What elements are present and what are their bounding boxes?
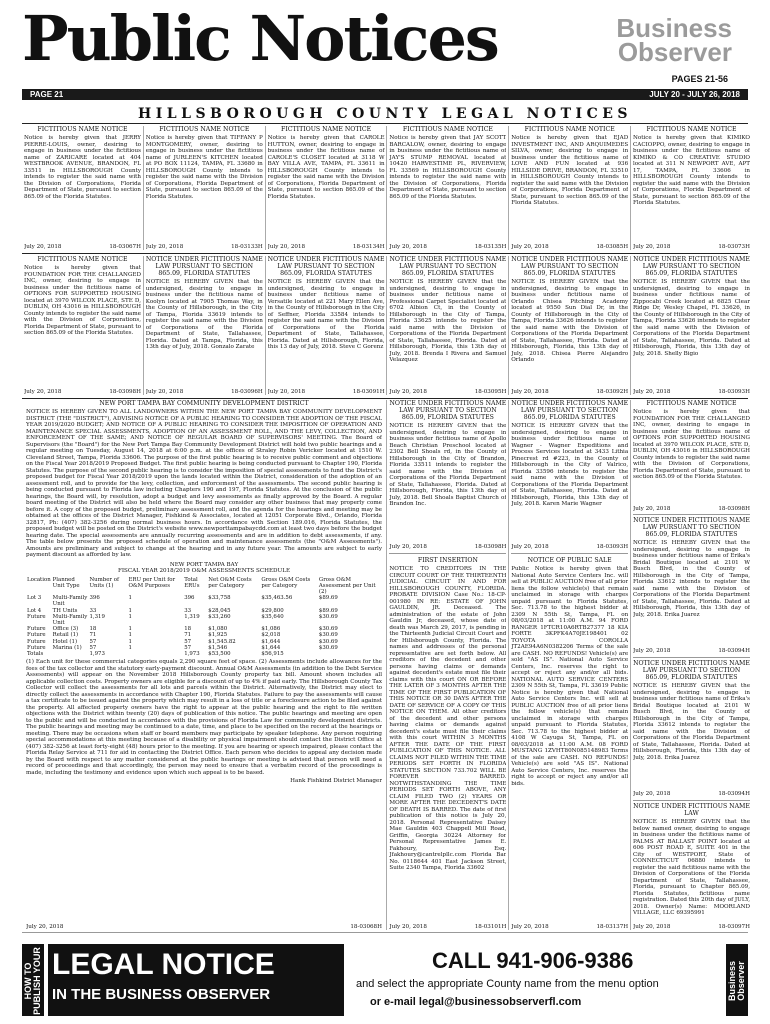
notice-body: NOTICE IS HEREBY GIVEN that the undersigned, desiring to engage in business under fictitious name of Versatile located at 221 Mary Ellen Ave, in the County of Hillsborough in the City of Seffner, Florida 33584 intends to register the said name with the Division of Corporations of the Florida Department of State, Tallahassee, Florida. Dated at Hillsborough, Florida, this 13 day of July, 2018. Steve C Gorenz — [267, 279, 385, 350]
notice-number: 18-03068H — [350, 923, 382, 930]
legal-notice — [389, 126, 506, 250]
table-cell: $35,640 — [261, 613, 284, 620]
table-cell: Office (3) — [52, 626, 79, 633]
table-cell: 1 — [128, 607, 132, 614]
notice-footnotes: (1) Each unit for these commercial categories equals 2,290 square feet of space. (2) Assessments include allowances for the fees of the tax collector and the statutory early-payment discount. Annual O&M Assessments (in addition to the Debt Service Assessments) will appear on the November 2018 Hillsborough County property tax bill. Amount shown includes all applicable collection costs. Property owners are eligible for a discount of up to 4% if paid early. The Hillsborough County Tax Collector will collect the assessments for all lots and parcels within the District. Alternatively, the District may elect to directly collect the assessments in accordance with Chapter 190, Florida Statutes. Failure to pay the assessments will cause a tax certificate to be issued against the property which may result in a loss of title or a foreclosure action to be filed against the property. All affected property owners have the right to appear at the public hearing and the right to file written objections with the District within twenty (20) days of publication of this notice. The public hearings and meeting are open to the public and will be conducted in accordance with the provisions of Florida Law for community development districts. The public hearings and meeting may be continued to a date, time, and place to be specified on the record at the hearings or meeting. There may be occasions when staff or board members may participate by speaker telephone. Any person requiring special accommodations at this meeting because of a disability or physical impairment should contact the District Office at (407) 382-3256 at least forty-eight (48) hours prior to the meeting. If you are hearing or speech impaired, please contact the Florida Relay Service at 711 for aid in contacting the District Office. Each person who decides to appeal any decision made by the Board with respect to any matter considered at the public hearings or meeting is advised that person will need a record of proceedings and that accordingly, the person may need to ensure that a verbatim record of the proceedings is made, including the testimony and evidence upon which such appeal is to be based. — [26, 659, 382, 776]
notice-date: July 20, 2018 — [267, 388, 306, 395]
notice-heading: FICTITIOUS NAME NOTICE — [646, 400, 737, 407]
notice-divider — [633, 800, 750, 801]
column-divider — [508, 400, 509, 930]
table-cell: $2,018 — [261, 632, 281, 639]
notice-body: Notice is hereby given that KIMIKO CACIOPPO, owner, desiring to engage in business under the fictitious name of KIMIKO & CO CREATIVE STUDIO located at 311 N NEWPORT AVE, APT 17, TAMPA, FL 33606 in HILLSBOROUGH County intends to register the said name with the Division of Corporations, Florida Department of State, pursuant to section 865.09 of the Florida Statutes. — [633, 135, 750, 206]
table-cell: Hotel (1) — [52, 638, 78, 645]
table-cell: Lot 3 — [27, 595, 42, 602]
notice-number: 18-03094H — [718, 790, 750, 797]
table-cell: 57 — [184, 638, 192, 645]
table-cell: $1,086 — [261, 626, 281, 633]
notice-number: 18-03067H — [109, 243, 141, 250]
legal-notice — [511, 256, 628, 395]
assessment-table — [26, 577, 382, 658]
table-cell: $1,925 — [208, 632, 228, 639]
table-cell: Multi-Family Unit — [52, 613, 88, 626]
logo-line-1: Business — [616, 13, 732, 43]
notice-number: 18-03096H — [231, 388, 263, 395]
row-divider — [22, 398, 748, 399]
notice-heading: NEW PORT TAMPA BAY COMMUNITY DEVELOPMENT DISTRICT — [99, 400, 309, 407]
column-divider — [508, 256, 509, 395]
table-cell: Future — [27, 613, 46, 620]
section-heading: HILLSBOROUGH COUNTY LEGAL NOTICES — [137, 106, 633, 122]
notice-date: July 20, 2018 — [145, 388, 184, 395]
notice-number: 18-03133H — [231, 243, 263, 250]
notice-number: 18-03135H — [474, 243, 507, 250]
notice-body: Notice is hereby given that JAY SCOTT BARCALOW, owner, desiring to engage in business under the fictitious name of JAY'S STUMP REMOVAL located at 10420 HARVESTIME PL, RIVERVIEW, FL 33569 in HILLSBOROUGH County intends to register the said name with the Division of Corporations, Florida Department of State, pursuant to section 865.09 of the Florida Statutes. — [389, 135, 507, 200]
table-row — [26, 614, 382, 626]
notice-date: July 20, 2018 — [633, 505, 671, 512]
notice-number: 18-03093H — [718, 388, 750, 395]
legal-notice — [24, 126, 141, 250]
table-header-cell: Gross O&M Costs per Category — [261, 576, 311, 589]
business-observer-logo — [616, 13, 732, 67]
table-cell: 18 — [89, 626, 97, 633]
table-cell: 33 — [89, 607, 97, 614]
table-cell: 1 — [128, 632, 132, 639]
notice-body: Notice is hereby given that TIFFANY P MONTGOMERY, owner, desiring to engage in business under the fictitious name of JURLEEN'S KITCHEN located at PO BOX 11124, TAMPA, FL 33680 in HILLSBOROUGH County intends to register the said name with the Division of Corporations, Florida Department of State, pursuant to section 865.09 of the Florida Statutes. — [145, 135, 263, 200]
column-divider — [386, 126, 387, 250]
notice-heading: NOTICE UNDER FICTITIOUS NAME LAW — [633, 803, 750, 817]
table-row — [26, 595, 382, 607]
notice-number: 18-03137H — [596, 923, 629, 930]
legal-notice — [633, 517, 750, 654]
notice-date: July 20, 2018 — [511, 388, 549, 395]
column-divider — [630, 126, 631, 250]
legal-notice — [511, 557, 628, 930]
table-header-cell: Gross O&M Assessment per Unit (2) — [318, 576, 376, 595]
notice-date: July 20, 2018 — [389, 543, 427, 550]
table-cell: Future — [27, 644, 46, 651]
notice-number: 18-03134H — [352, 243, 385, 250]
column-divider — [143, 256, 144, 395]
notice-number: 18-03073H — [718, 243, 750, 250]
table-cell: 57 — [89, 638, 97, 645]
notice-heading: NOTICE OF PUBLIC SALE — [527, 557, 612, 564]
notice-heading: FICTITIOUS NAME NOTICE — [37, 126, 128, 133]
ad-instruction: and select the appropriate County name from the menu option — [356, 978, 659, 990]
table-cell: 57 — [89, 644, 97, 651]
table-cell: $29,800 — [261, 607, 284, 614]
notice-body: Notice is hereby given that FOUNDATION FOR THE CHALLANGED INC, owner, desiring to engage in business under the fictitious name of OPTIONS FOR SUPPORTED HOUSING located at 3970 WILCOX PLACE, STE D, DUBLIN, OH 43016 in HILLSBOROUGH County intends to register the said name with the Division of Corporations, Florida Department of State, pursuant to section 865.09 of the Florida Statutes. — [24, 265, 141, 336]
notice-divider — [22, 932, 748, 933]
notice-body: NOTICE IS HEREBY GIVEN that the undersigned, desiring to engage in business under fictitious name of Wagner - Wagner Expeditions and Process Services located at 3433 Lithia Pinecrest rd #223, in the County of Hillsborough in the City of Valrico, Florida 33596 intends to register the said name with the Division of Corporations of the Florida Department of State, Tallahassee, Florida. Dated at Hillsborough, Florida, this 13th day of July, 2018. Karen Marie Wagner — [511, 423, 629, 507]
ad-contact — [352, 944, 722, 1016]
notice-date: July 20, 2018 — [267, 243, 306, 250]
legal-notice — [633, 660, 750, 797]
legal-notice — [633, 803, 750, 930]
notice-date: July 20, 2018 — [511, 243, 549, 250]
table-cell: Retail (1) — [52, 632, 79, 639]
ad-legal-notice: LEGAL NOTICE — [52, 948, 275, 981]
notice-date: July 20, 2018 — [145, 243, 184, 250]
legal-notice — [268, 256, 385, 395]
table-cell: 57 — [184, 644, 192, 651]
notice-body: NOTICE IS HEREBY GIVEN that the undersigned, desiring to engage in business under the fictitious name of Koolyn located at 7905 Thomas Way, in the County of Hillsborough, in the City of Tampa, Florida 33619 intends to register the said name with the Division of Corporations of the Florida Department of State, Tallahassee, Florida. Dated at Tampa, Florida, this 13th day of July, 2018. Gonzalo Zarate — [145, 279, 263, 350]
column-divider — [386, 256, 387, 395]
notice-number: 18-03098H — [718, 505, 750, 512]
table-cell: $1,546 — [208, 644, 228, 651]
notice-body: NOTICE IS HEREBY GIVEN that the undersigned, desiring to engage in business under fictitious name of Erika's Bridal Boutique located at 2101 W Busch Blvd, in the County of Hillsborough in the City of Tampa, Florida 33612 intends to register the said name with the Division of Corporations of the Florida Department of State, Tallahassee, Florida. Dated at Hillsborough, Florida, this 13th day of July, 2018. Erika Juarez — [633, 540, 750, 618]
logo-line-2: Observer — [617, 37, 732, 67]
notice-heading: NOTICE UNDER FICTITIOUS NAME LAW PURSUANT TO SECTION 865.09, FLORIDA STATUTES — [511, 400, 629, 421]
column-divider — [508, 126, 509, 250]
issue-date: JULY 20 - JULY 26, 2018 — [649, 90, 740, 99]
table-cell: $1,080 — [208, 626, 228, 633]
notice-date: July 20, 2018 — [24, 243, 62, 250]
footer-ad — [22, 944, 748, 1016]
table-cell: 33 — [184, 607, 192, 614]
notice-body: Public Notice is hereby given that National Auto Service Centers Inc. will sell at PUBLIC AUCTION free of all prior liens the follow vehicle(s) that remain unclaimed in storage with charges unpaid pursuant to Florida Statutes, Sec. 713.78 to the highest bidder at 2309 N 55th St, Tampa, FL on 08/03/2018 at 11:00 A.M. 94 FORD RANGER 1FTCR10A6RTB27377 18 KIA FORTE 3KPFK4A70JE198401 02 TOYOTA COROLLA JT2AE94A6N0382206 Terms of the sale are CASH. NO REFUNDS! Vehicle(s) are sold "AS IS". National Auto Service Centers, Inc. reserves the right to accept or reject any and/or all bids. NATIONAL AUTO SERVICE CENTERS 2309 N 55th St, Tampa, FL 33619 Public Notice is hereby given that National Auto Service Centers Inc. will sell at PUBLIC AUCTION free of all prior liens the follow vehicle(s) that remain unclaimed in storage with charges unpaid pursuant to Florida Statutes, Sec. 713.78 to the highest bidder at 4108 W Cayuga St, Tampa, FL on 08/03/2018 at 11:00 A.M. 08 FORD MUSTANG 1ZVHT80N085148983 Terms of the sale are CASH. NO REFUNDS! Vehicle(s) are sold "AS IS". National Auto Service Centers, Inc. reserves the right to accept or reject any and/or all bids. — [511, 566, 629, 787]
ad-side-banner — [22, 944, 44, 1016]
table-header-cell: Net O&M Costs per Category — [208, 576, 252, 589]
notice-number: 18-03093H — [596, 543, 629, 550]
column-divider — [630, 400, 631, 930]
column-divider — [386, 400, 387, 930]
table-cell: $89.69 — [318, 595, 338, 602]
table-cell: 18 — [184, 626, 192, 633]
notice-body: NOTICE IS HEREBY GIVEN TO ALL LANDOWNERS WITHIN THE NEW PORT TAMPA BAY COMMUNITY DEVELOPMENT DISTRICT (THE "DISTRICT"), ADVISING NOTICE OF A PUBLIC HEARING TO CONSIDER THE ADOPTION OF THE FISCAL YEAR 2019/2020 BUDGET; AND NOTICE OF A PUBLIC HEARING TO CONSIDER THE IMPOSITION OF OPERATION AND MAINTENANCE SPECIAL ASSESSMENTS, ADOPTION OF AN ASSESSMENT ROLL, AND THE LEVY, COLLECTION, AND ENFORCEMENT OF THE SAME; AND NOTICE OF REGULAR BOARD OF SUPERVISORS' MEETING. The Board of Supervisors (the "Board") for the New Port Tampa Bay Community Development District will hold two public hearings and a regular meeting on Tuesday, August 14, 2018 at 6:00 p.m. at the offices of Straley Robin Vericker located at 1510 W. Cleveland Street, Tampa, Florida 33606. The purpose of the first public hearing is to receive public comment and objections on the Fiscal Year 2018/2019 Proposed Budget. The first public hearing is being conducted pursuant to Chapter 190, Florida Statutes. The purpose of the second public hearing is to consider the imposition of special assessments to fund the District's proposed budget for Fiscal Year 2018/2019 upon the lands located within the District, consideration of the adoption of an assessment roll, and to provide for the levy, collection, and enforcement of the assessments. The second public hearing is being conducted pursuant to Florida law including Chapters 190 and 197, Florida Statutes. At the conclusion of the public hearings, the Board will, by resolution, adopt a budget and levy assessments as finally approved by the Board. A regular board meeting of the District will also be held where the Board may consider any other business that may properly come before it. A copy of the proposed budget, preliminary assessment roll, and the agenda for the hearings and meeting may be obtained at the offices of the District Manager, Fishkind & Associates, located at 12051 Corporate Blvd., Orlando, Florida 32817, Ph: (407) 382-3256 during normal business hours. In accordance with Section 189.016, Florida Statutes, the proposed budget will be posted on the District's website www.newporttampabaycdd.com at least two days before the budget hearing date. The special assessments are annually recurring assessments and are in addition to debt assessments, if any. The table below presents the proposed schedule of operation and maintenance assessments (the "O&M Assessments"). Amounts are preliminary and subject to change at the hearing and in any future year. The amounts are subject to early payment discount as afforded by law. — [26, 409, 382, 558]
notice-heading: FICTITIOUS NAME NOTICE — [37, 256, 128, 263]
notice-body: NOTICE IS HEREBY GIVEN that the undersigned, desiring to engage in business under fictitious name of Apollo Beach Christian Preschool located at 2302 Bell Shoals rd, in the County of Hillsborough in the City of Brandon, Florida 33511 intends to register the said name with the Division of Corporations of the Florida Department of State, Tallahassee, Florida. Dated at Hillsborough, Florida, this 13th day of July, 2018. Bell Shoals Baptist Church of Brandon Inc. — [389, 423, 507, 507]
masthead-title: Public Notices — [22, 2, 498, 75]
notice-date: July 20, 2018 — [389, 388, 427, 395]
table-cell: 396 — [184, 595, 195, 602]
table-cell: 1,973 — [89, 650, 105, 657]
notice-heading: FICTITIOUS NAME NOTICE — [281, 126, 372, 133]
notice-heading: NOTICE UNDER FICTITIOUS NAME LAW PURSUANT TO SECTION 865.09, FLORIDA STATUTES — [267, 256, 385, 277]
table-cell: TH Units — [52, 607, 78, 614]
notice-divider — [389, 553, 506, 554]
table-cell: $1,644 — [261, 644, 281, 651]
notice-heading: FIRST INSERTION — [417, 557, 478, 564]
table-cell: 1 — [128, 644, 132, 651]
table-cell — [318, 651, 382, 657]
notice-signature: Hank Fishkind District Manager — [290, 778, 382, 785]
table-header-cell: Location — [27, 576, 51, 583]
table-cell: Future — [27, 638, 46, 645]
notice-number: 18-03095H — [474, 388, 507, 395]
table-cell: 71 — [184, 632, 192, 639]
column-divider — [143, 126, 144, 250]
notice-date: July 20, 2018 — [511, 543, 549, 550]
legal-notice — [389, 256, 506, 395]
notice-body: NOTICE IS HEREBY GIVEN that the below named owner, desiring to engage in business under the fictitious name of PALMS AT BALLAST POINT located at 606 POST ROAD E, SUITE 401 in the City of WESTPORT, State of CONNECTICUT 06880 intends to register the said fictitious name with the Division of Corporations of the Florida Department of State, Tallahassee, Florida, pursuant to Chapter 865.09, Florida Statutes, fictitious name registration. Dated this 20th day of JULY, 2018. Owner(s) Name: MOORLAND VILLAGE, LLC 69395991 — [633, 819, 750, 916]
table-cell — [52, 651, 89, 657]
table-cell: 396 — [89, 595, 100, 602]
table-row — [26, 651, 382, 657]
notice-body: Notice is hereby given that JERRY PIERRE-LOUIS, owner, desiring to engage in business under the fictitious name of ZARICARE located at 404 WESTBROOK AVENUE, BRANDON, FL 33511 in HILLSBOROUGH County intends to register the said name with the Division of Corporations, Florida Department of State, pursuant to section 865.09 of the Florida Statutes. — [24, 135, 141, 200]
table-cell: $33,260 — [208, 613, 231, 620]
legal-notice — [389, 557, 506, 930]
table-subtitle: FISCAL YEAR 2018/2019 O&M ASSESSMENTS SCHEDULE — [117, 568, 291, 574]
table-cell: $30.69 — [318, 638, 338, 645]
legal-notice — [633, 256, 750, 395]
notice-heading: FICTITIOUS NAME NOTICE — [524, 126, 615, 133]
ad-side-text: HOW TO PUBLISH YOUR — [23, 947, 42, 1015]
notice-date: July 20, 2018 — [511, 923, 549, 930]
table-header-cell: Total ERUs — [184, 576, 200, 589]
table-header-cell: Planned Unit Type — [52, 576, 80, 589]
page-bar — [22, 89, 748, 100]
notice-body: NOTICE TO CREDITORS IN THE CIRCUIT COURT OF THE THIRTEENTH JUDICIAL CIRCUIT IN AND FOR HILLSBOROUGH COUNTY, FLORIDA. PROBATE DIVISION Case No.: 18-CP-001980 IN RE: ESTATE OF JOHN GAULDIN, JR. Deceased. The administration of the estate of John Gauldin Jr, deceased, whose date of death was March 29, 2017, is pending in the Thirteenth Judicial Circuit Court and for Hillsborough County, Florida. The names and addresses of the personal representative are set forth below. All creditors of the decedent and other persons having claims or demands against decedent's estate must file their claims with this court ON OR BEFORE THE LATER OF 3 MONTHS AFTER THE TIME OF THE FIRST PUBLICATION OF THIS NOTICE OR 30 DAYS AFTER THE DATE OF SERVICE OF A COPY OF THIS NOTICE ON THEM. All other creditors of the decedent and other persons having claims or demands against decedent's estate must file their claims with this court WITHIN 3 MONTHS AFTER THE DATE OF THE FIRST PUBLICATION OF THIS NOTICE. ALL CLAIMS NOT FILED WITHIN THE TIME PERIODS SET FORTH IN FLORIDA STATUTES SECTION 733.702 WILL BE FOREVER BARRED. NOTWITHSTANDING THE TIME PERIODS SET FORTH ABOVE, ANY CLAIM FILED TWO (2) YEARS OR MORE AFTER THE DECEDENT'S DATE OF DEATH IS BARRED. The date of first publication of this notice is July 20, 2018. Personal Representative Daisey Mae Gauldin 403 Chappell Mill Road, Griffin, Georgia 30224 Attorney for Personal Representative James E. Fakhoury, Esq. Jfakhoury@cantrelpllc.com Florida Bar No. 0118644 401 East Jackson Street, Suite 2340 Tampa, Florida 33602 — [389, 566, 507, 871]
table-header-cell: ERU per Unit for O&M Purposes — [128, 576, 176, 589]
notice-body: Notice is hereby given that EJAD INVESTMENT INC, AND ARQUIMEDES SILVA, owner, desiring to engage in business under the fictitious name of LOVE AND FUN located at 936 HILLSIDE DRIVE, BRANDON, FL 33510 in HILLSBOROUGH County intends to register the said name with the Division of Corporations, Florida Department of State, pursuant to section 865.09 of the Florida Statutes. — [511, 135, 629, 206]
legal-notice — [511, 400, 628, 550]
notice-heading: NOTICE UNDER FICTITIOUS NAME LAW PURSUANT TO SECTION 865.09, FLORIDA STATUTES — [633, 660, 750, 681]
notice-number: 18-03085H — [596, 243, 629, 250]
notice-body: NOTICE IS HEREBY GIVEN that the undersigned, desiring to engage in business under fictitious name of Zippocabi Creek located at 6825 Clear Ridge Dr, Wesley Chapel, FL 33626, in the County of Hillsborough in the City of Tampa, Florida 33626 intends to register the said name with the Division of Corporations of the Florida Department of State, Tallahassee, Florida. Dated at Hillsborough, Florida, this 13th day of July, 2018. Shelly Bigio — [633, 279, 750, 357]
page-range: PAGES 21-56 — [671, 74, 728, 84]
table-cell: 1 — [128, 638, 132, 645]
table-cell: 1,319 — [89, 613, 105, 620]
legal-notice — [633, 400, 750, 512]
notice-body: NOTICE IS HEREBY GIVEN that the undersigned, desiring to engage in business under fictitious name of Erika's Bridal Boutique located at 2101 W Busch Blvd, in the County of Hillsborough in the City of Tampa, Florida 33612 intends to register the said name with the Division of Corporations of the Florida Department of State, Tallahassee, Florida. Dated at Hillsborough, Florida, this 13th day of July, 2018. Erika Juarez — [633, 683, 750, 761]
table-cell: 1,319 — [184, 613, 200, 620]
legal-notice — [633, 126, 750, 250]
table-cell: 71 — [89, 632, 97, 639]
table-cell: $28,045 — [208, 607, 231, 614]
table-cell: $1,644 — [261, 638, 281, 645]
notice-body: NOTICE IS HEREBY GIVEN that the undersigned, desiring to engage in business under fictitious name of Orlando Chisea Pitching Academy located at 9550 Sun Dial Dr, in the County of Hillsborough in the City of Tampa, Florida 33626 intends to register the said name with the Division of Corporations of the Florida Department of State, Tallahassee, Florida. Dated at Hillsborough, Florida, this 13th day of July, 2018. Chisea Pierre Alejandro Orlando — [511, 279, 629, 363]
notice-heading: NOTICE UNDER FICTITIOUS NAME LAW PURSUANT TO SECTION 865.09, FLORIDA STATUTES — [633, 517, 750, 538]
ad-logo-text: Business Observer — [727, 960, 746, 1002]
table-cell: $89.69 — [318, 607, 338, 614]
notice-date: July 20, 2018 — [26, 923, 64, 930]
notice-date: July 20, 2018 — [633, 647, 671, 654]
table-cell: $33,758 — [208, 595, 231, 602]
legal-notice — [511, 126, 628, 250]
notice-divider — [633, 514, 750, 515]
table-cell: $30.69 — [318, 644, 338, 651]
legal-notice — [24, 256, 141, 395]
notice-date: July 20, 2018 — [389, 243, 427, 250]
notice-heading: NOTICE UNDER FICTITIOUS NAME LAW PURSUANT TO SECTION 865.09, FLORIDA STATUTES — [389, 400, 507, 421]
legal-notice — [146, 256, 263, 395]
notice-date: July 20, 2018 — [389, 923, 427, 930]
legal-notice — [268, 126, 385, 250]
table-cell: 1 — [128, 595, 132, 602]
ad-in-business-observer: IN THE BUSINESS OBSERVER — [52, 986, 271, 1003]
legal-notice — [389, 400, 506, 550]
ad-phone: CALL 941-906-9386 — [432, 948, 634, 973]
notice-date: July 20, 2018 — [633, 923, 671, 930]
notice-heading: NOTICE UNDER FICTITIOUS NAME LAW PURSUANT TO SECTION 865.09, FLORIDA STATUTES — [633, 256, 750, 277]
cdd-notice — [26, 400, 382, 930]
column-divider — [265, 256, 266, 395]
table-cell: Future — [27, 632, 46, 639]
notice-divider — [511, 553, 628, 554]
notice-number: 18-03091H — [352, 388, 385, 395]
table-cell: 1 — [128, 626, 132, 633]
table-header-cell: Number of Units (1) — [89, 576, 119, 589]
table-cell: Totals — [27, 650, 44, 657]
table-cell: $53,500 — [208, 650, 231, 657]
table-cell: 1 — [128, 613, 132, 620]
column-divider — [630, 256, 631, 395]
table-cell: Multi-Family Unit — [52, 595, 88, 608]
table-cell: $1,545.82 — [208, 638, 236, 645]
table-cell: Marina (1) — [52, 644, 82, 651]
row-divider — [22, 123, 748, 124]
ad-logo — [726, 944, 748, 1016]
notice-number: 18-03097H — [718, 923, 750, 930]
column-divider — [265, 126, 266, 250]
notice-body: Notice is hereby given that FOUNDATION FOR THE CHALLANGED INC, owner, desiring to engage in business under the fictitious name of OPTIONS FOR SUPPORTED HOUSING located at 3970 WILCOX PLACE, STE D, DUBLIN, OH 43016 in HILLSBOROUGH County intends to register the said name with the Division of Corporations, Florida Department of State, pursuant to section 865.09 of the Florida Statutes. — [633, 409, 750, 480]
notice-number: 18-03098H — [474, 543, 507, 550]
table-cell: $56,915 — [261, 650, 284, 657]
notice-heading: NOTICE UNDER FICTITIOUS NAME LAW PURSUANT TO SECTION 865.09, FLORIDA STATUTES — [511, 256, 629, 277]
table-cell: $30.69 — [318, 613, 338, 620]
notice-date: July 20, 2018 — [633, 243, 671, 250]
table-cell: Lot 4 — [27, 607, 42, 614]
notice-heading: NOTICE UNDER FICTITIOUS NAME LAW PURSUANT TO SECTION 865.09, FLORIDA STATUTES — [145, 256, 263, 277]
notice-date: July 20, 2018 — [633, 790, 671, 797]
table-cell: 1,973 — [184, 650, 200, 657]
legal-notice — [146, 126, 263, 250]
notice-date: July 20, 2018 — [24, 388, 62, 395]
page-number: PAGE 21 — [30, 90, 64, 99]
notice-number: 18-03101H — [474, 923, 507, 930]
notice-heading: FICTITIOUS NAME NOTICE — [402, 126, 493, 133]
table-row — [26, 577, 382, 596]
notice-number: 18-03094H — [718, 647, 750, 654]
table-title: NEW PORT TAMPA BAY — [169, 561, 239, 568]
table-cell: $35,463.56 — [261, 595, 293, 602]
notice-heading: FICTITIOUS NAME NOTICE — [159, 126, 250, 133]
notice-divider — [633, 657, 750, 658]
table-cell: $30.69 — [318, 632, 338, 639]
notice-number: 18-03092H — [596, 388, 629, 395]
notice-number: 18-03098H — [109, 388, 141, 395]
notice-body: NOTICE IS HEREBY GIVEN that the undersigned, desiring to engage in business under fictitious name of Professional Carpet Specialist located at 6702 Albion Ct, in the County of Hillsborough in the City of Tampa, Florida 33625 intends to register the said name with the Division of Corporations of the Florida Department of State, Tallahassee, Florida. Dated at Hillsborough, Florida, this 13th day of July, 2018. Brenda I Rivera and Samuel Velazquez — [389, 279, 507, 363]
notice-heading: NOTICE UNDER FICTITIOUS NAME LAW PURSUANT TO SECTION 865.09, FLORIDA STATUTES — [389, 256, 507, 277]
notice-heading: FICTITIOUS NAME NOTICE — [646, 126, 737, 133]
notice-body: Notice is hereby given that CAROLE HUTTON, owner, desiring to engage in business under the fictitious name of CAROLE'S CLOSET located at 3118 W BAY VILLA AVE, TAMPA, FL 33611 in HILLSBOROUGH County intends to register the said name with the Division of Corporations, Florida Department of State, pursuant to section 865.09 of the Florida Statutes. — [267, 135, 385, 200]
table-cell: $30.69 — [318, 626, 338, 633]
table-cell — [127, 651, 183, 657]
row-divider — [22, 253, 748, 254]
notice-date: July 20, 2018 — [633, 388, 671, 395]
ad-main-panel — [48, 944, 344, 1016]
table-cell: Future — [27, 626, 46, 633]
ad-email-link[interactable]: or e-mail legal@businessobserverfl.com — [370, 996, 582, 1008]
